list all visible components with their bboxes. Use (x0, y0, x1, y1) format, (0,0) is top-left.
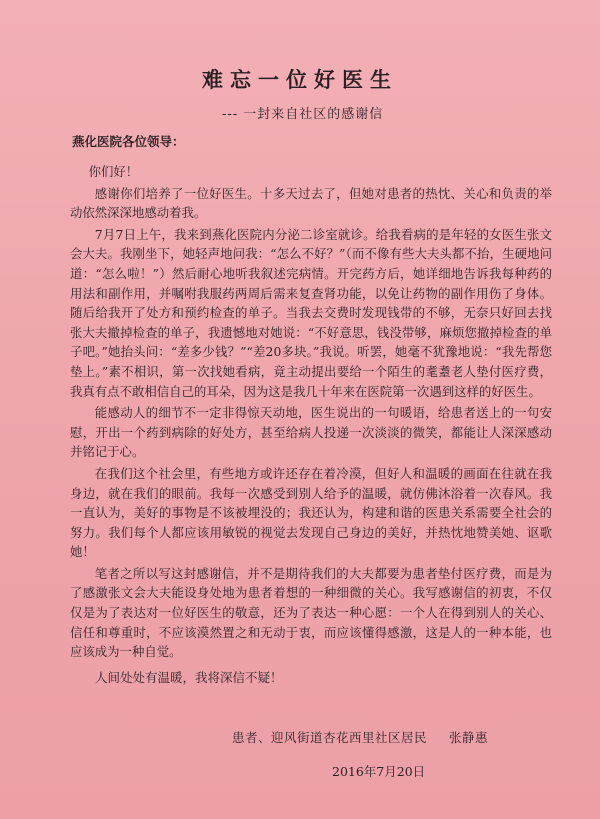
signature-name: 张静惠 (449, 730, 489, 745)
letter-date: 2016年7月20日 (332, 764, 426, 779)
letter-subtitle: --- 一封来自社区的感谢信 (222, 107, 384, 122)
paragraph-greeting: 你们好！ (88, 164, 139, 179)
paragraph-thanks: 感谢你们培养了一位好医生。十多天过去了，但她对患者的热忱、关心和负责的举动依然深深地感动着我。 (70, 185, 552, 221)
salutation: 燕化医院各位领导： (72, 134, 185, 149)
paragraph-details: 能感动人的细节不一定非得惊天动地，医生说出的一句暖语，给患者送上的一句安慰，开出一个药到病除的好处方，甚至给病人投递一次淡淡的微笑，都能让人深深感动并铭记于心。 (70, 405, 552, 460)
paragraph-purpose: 笔者之所以写这封感谢信，并不是期待我们的大夫都要为患者垫付医疗费，而是为了感激张文会大夫能设身处地为患者着想的一种细微的关心。我写感谢信的初衷，不仅仅是为了表达对一位好医生的敬意，还为了表达一种心愿：一个人在得到别人的关心、信任和尊重时，不应该漠然置之和无动于衷，而应该懂得感激，这是人的一种本能，也应该成为一种自觉。 (70, 565, 552, 660)
paragraph-society: 在我们这个社会里，有些地方或许还存在着冷漠，但好人和温暖的画面在往就在我身边，就在我们的眼前。我每一次感受到别人给予的温暖，就仿佛沐浴着一次春风。我一直认为，美好的事物是不该被埋没的；我还认为，构建和谐的医患关系需要全社会的努力。我们每个人都应该用敏锐的视觉去发现自己身边的美好，并热忱地赞美她、讴歌她！ (70, 465, 552, 560)
paragraph-visit-story: 7月7日上午，我来到燕化医院内分泌二诊室就诊。给我看病的是年轻的女医生张文会大夫。我刚坐下，她轻声地问我：“怎么不好？”（而不像有些大夫头都不抬，生硬地问道：“怎么啦！”）然后耐心地听我叙述完病情。开完药方后，她详细地告诉我每种药的用法和副作用，并嘱咐我服药两周后需来复查肾功能，以免让药物的副作用伤了身体。随后给我开了处方和预约检查的单子。当我去交费时发现钱带的不够，无奈只好回去找张大夫撤掉检查的单子，我遗憾地对她说：“不好意思，钱没带够，麻烦您撤掉检查的单子吧。”她抬头问：“差多少钱？”“差20多块。”我说。听罢，她毫不犹豫地说：“我先帮您垫上。”素不相识，第一次找她看病，竟主动提出要给一个陌生的耄耋老人垫付医疗费，我真有点不敢相信自己的耳朵，因为这是我几十年来在医院第一次遇到这样的好医生。 (70, 226, 552, 399)
signature (232, 728, 488, 746)
letter-body (70, 162, 552, 662)
closing-line: 人间处处有温暖，我将深信不疑！ (95, 670, 283, 685)
letter-title: 难忘一位好医生 (202, 67, 398, 92)
signature-org: 患者、迎风街道杏花西里社区居民 (232, 730, 428, 745)
